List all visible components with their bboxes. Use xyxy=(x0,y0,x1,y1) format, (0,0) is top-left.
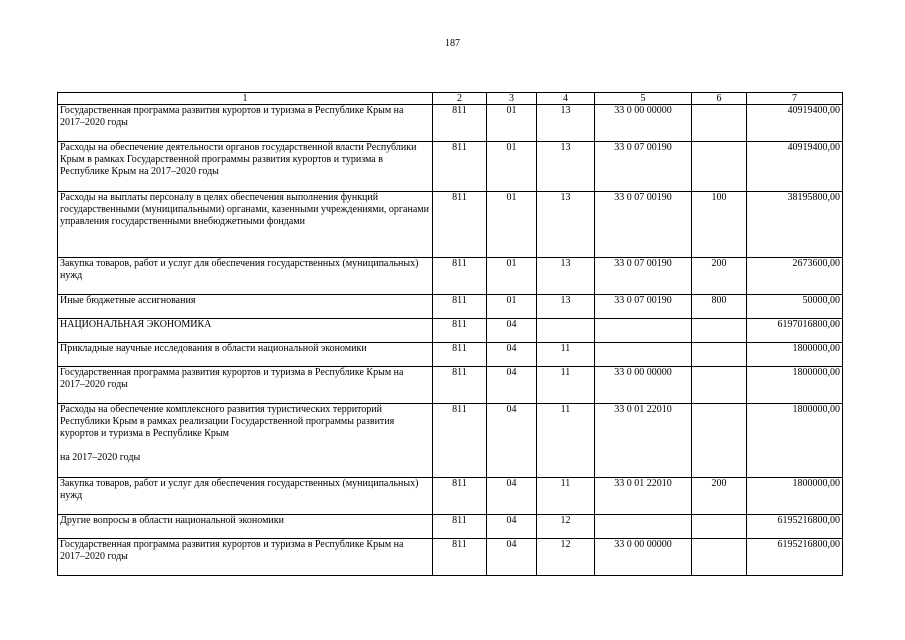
cell-section-code: 01 xyxy=(487,142,537,192)
cell-target-article: 33 0 01 22010 xyxy=(595,404,692,478)
cell-subsection-code: 12 xyxy=(537,515,595,539)
cell-ministry-code: 811 xyxy=(433,539,487,576)
row-name xyxy=(58,404,433,478)
cell-target-article: 33 0 07 00190 xyxy=(595,258,692,295)
cell-expense-type xyxy=(692,105,747,142)
row-name: Закупка товаров, работ и услуг для обеспечения государственных (муниципальных) нужд xyxy=(58,258,433,295)
table-row xyxy=(58,258,843,295)
cell-target-article xyxy=(595,319,692,343)
cell-amount: 40919400,00 xyxy=(747,142,843,192)
budget-table xyxy=(57,92,843,576)
row-name: Государственная программа развития курортов и туризма в Республике Крым на 2017–2020 годы xyxy=(58,367,433,404)
table-row xyxy=(58,105,843,142)
cell-amount: 40919400,00 xyxy=(747,105,843,142)
cell-section-code: 01 xyxy=(487,295,537,319)
table-row xyxy=(58,192,843,258)
cell-ministry-code: 811 xyxy=(433,478,487,515)
cell-expense-type xyxy=(692,539,747,576)
cell-section-code: 04 xyxy=(487,319,537,343)
table-row xyxy=(58,478,843,515)
cell-subsection-code: 13 xyxy=(537,295,595,319)
row-name: Прикладные научные исследования в области национальной экономики xyxy=(58,343,433,367)
cell-section-code: 01 xyxy=(487,258,537,295)
cell-expense-type: 200 xyxy=(692,478,747,515)
cell-section-code: 04 xyxy=(487,404,537,478)
cell-ministry-code: 811 xyxy=(433,142,487,192)
cell-ministry-code: 811 xyxy=(433,319,487,343)
column-header-3: 3 xyxy=(487,93,537,105)
column-header-2: 2 xyxy=(433,93,487,105)
row-name: Расходы на обеспечение деятельности органов государственной власти Республики Крым в рамках Государственной программы развития курортов и туризма в Республике Крым на 2017–2020 годы xyxy=(58,142,433,192)
cell-subsection-code: 11 xyxy=(537,478,595,515)
cell-subsection-code: 13 xyxy=(537,105,595,142)
cell-subsection-code: 13 xyxy=(537,258,595,295)
cell-amount: 1800000,00 xyxy=(747,343,843,367)
cell-target-article: 33 0 01 22010 xyxy=(595,478,692,515)
row-name: НАЦИОНАЛЬНАЯ ЭКОНОМИКА xyxy=(58,319,433,343)
cell-subsection-code: 11 xyxy=(537,404,595,478)
cell-amount: 1800000,00 xyxy=(747,478,843,515)
page-number: 187 xyxy=(445,38,460,49)
cell-amount: 1800000,00 xyxy=(747,367,843,404)
table-row xyxy=(58,343,843,367)
cell-amount: 2673600,00 xyxy=(747,258,843,295)
cell-amount: 1800000,00 xyxy=(747,404,843,478)
row-name: Государственная программа развития курортов и туризма в Республике Крым на 2017–2020 годы xyxy=(58,539,433,576)
cell-section-code: 04 xyxy=(487,478,537,515)
cell-expense-type xyxy=(692,404,747,478)
row-name-line: Расходы на обеспечение комплексного развития туристических территорий Республики Крым в рамках реализации Государственной программы развития курортов и туризма в Республике Крым xyxy=(60,404,395,439)
cell-target-article: 33 0 00 00000 xyxy=(595,367,692,404)
table-row xyxy=(58,367,843,404)
cell-expense-type xyxy=(692,367,747,404)
cell-target-article: 33 0 00 00000 xyxy=(595,105,692,142)
cell-expense-type xyxy=(692,343,747,367)
cell-subsection-code: 12 xyxy=(537,539,595,576)
cell-ministry-code: 811 xyxy=(433,258,487,295)
row-name: Закупка товаров, работ и услуг для обеспечения государственных (муниципальных) нужд xyxy=(58,478,433,515)
cell-expense-type: 800 xyxy=(692,295,747,319)
header-row xyxy=(58,93,843,105)
cell-ministry-code: 811 xyxy=(433,343,487,367)
cell-amount: 38195800,00 xyxy=(747,192,843,258)
cell-target-article: 33 0 07 00190 xyxy=(595,295,692,319)
cell-expense-type xyxy=(692,319,747,343)
table-row xyxy=(58,404,843,478)
cell-amount: 50000,00 xyxy=(747,295,843,319)
cell-subsection-code: 11 xyxy=(537,367,595,404)
cell-expense-type: 200 xyxy=(692,258,747,295)
cell-amount: 6195216800,00 xyxy=(747,515,843,539)
cell-section-code: 01 xyxy=(487,192,537,258)
row-name: Другие вопросы в области национальной экономики xyxy=(58,515,433,539)
table-row xyxy=(58,295,843,319)
cell-target-article: 33 0 07 00190 xyxy=(595,142,692,192)
cell-section-code: 04 xyxy=(487,343,537,367)
cell-ministry-code: 811 xyxy=(433,295,487,319)
cell-expense-type xyxy=(692,142,747,192)
column-header-1: 1 xyxy=(58,93,433,105)
cell-section-code: 04 xyxy=(487,539,537,576)
cell-subsection-code: 11 xyxy=(537,343,595,367)
table-row xyxy=(58,515,843,539)
cell-ministry-code: 811 xyxy=(433,192,487,258)
cell-target-article: 33 0 07 00190 xyxy=(595,192,692,258)
cell-subsection-code: 13 xyxy=(537,192,595,258)
column-header-5: 5 xyxy=(595,93,692,105)
column-header-6: 6 xyxy=(692,93,747,105)
cell-target-article xyxy=(595,515,692,539)
cell-expense-type xyxy=(692,515,747,539)
cell-ministry-code: 811 xyxy=(433,515,487,539)
cell-target-article: 33 0 00 00000 xyxy=(595,539,692,576)
row-name-line: на 2017–2020 годы xyxy=(60,452,141,463)
table-row xyxy=(58,142,843,192)
cell-subsection-code xyxy=(537,319,595,343)
row-name: Государственная программа развития курортов и туризма в Республике Крым на 2017–2020 годы xyxy=(58,105,433,142)
cell-amount: 6197016800,00 xyxy=(747,319,843,343)
cell-section-code: 01 xyxy=(487,105,537,142)
cell-ministry-code: 811 xyxy=(433,367,487,404)
table-row xyxy=(58,319,843,343)
cell-expense-type: 100 xyxy=(692,192,747,258)
cell-ministry-code: 811 xyxy=(433,105,487,142)
cell-section-code: 04 xyxy=(487,367,537,404)
cell-amount: 6195216800,00 xyxy=(747,539,843,576)
cell-ministry-code: 811 xyxy=(433,404,487,478)
column-header-7: 7 xyxy=(747,93,843,105)
row-name: Иные бюджетные ассигнования xyxy=(58,295,433,319)
row-name: Расходы на выплаты персоналу в целях обеспечения выполнения функций государственными (муниципальными) органами, казенными учреждениями, органами управления государственными внебюджетными фондами xyxy=(58,192,433,258)
cell-subsection-code: 13 xyxy=(537,142,595,192)
column-header-4: 4 xyxy=(537,93,595,105)
cell-section-code: 04 xyxy=(487,515,537,539)
table-row xyxy=(58,539,843,576)
cell-target-article xyxy=(595,343,692,367)
